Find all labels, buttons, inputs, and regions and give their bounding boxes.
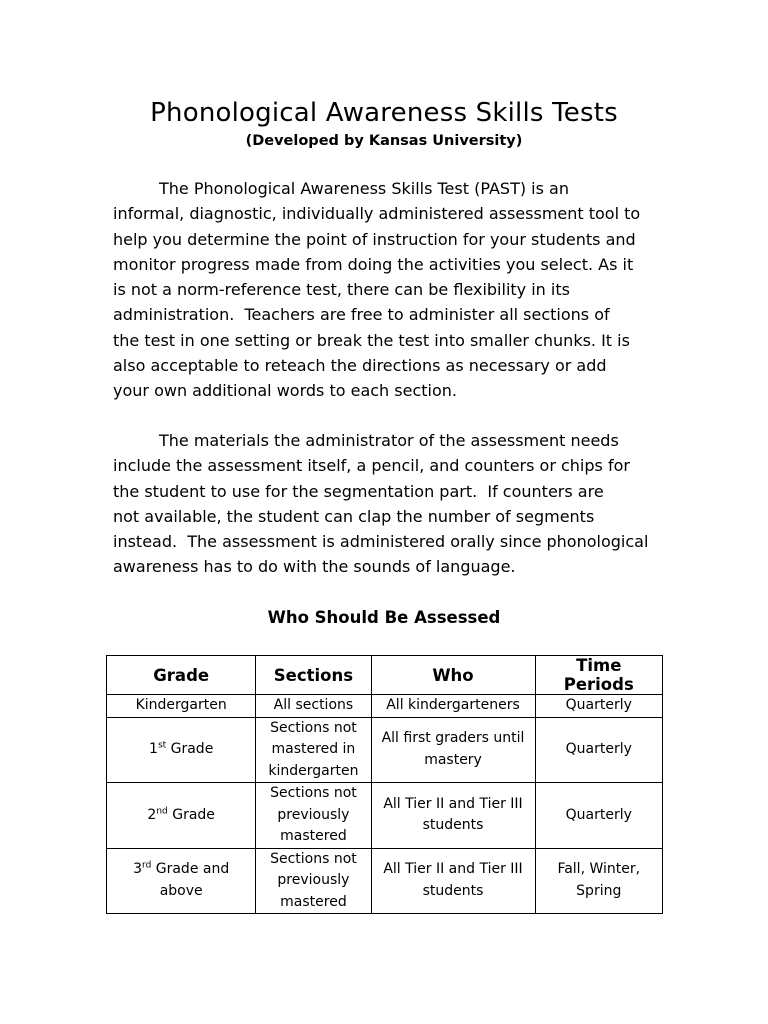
paragraph-line: is not a norm-reference test, there can be flexibility in its xyxy=(113,280,570,300)
sections-cell: Sections not previously mastered xyxy=(256,848,371,914)
header-sections: Sections xyxy=(256,656,371,695)
who-cell: All kindergarteners xyxy=(371,695,535,718)
assessment-table xyxy=(106,655,663,914)
paragraph-line: include the assessment itself, a pencil, and counters or chips for xyxy=(113,456,630,476)
materials-paragraph xyxy=(113,428,668,580)
paragraph-line: not available, the student can clap the number of segments xyxy=(113,506,595,526)
table-header-row xyxy=(107,656,663,695)
paragraph-line: monitor progress made from doing the activities you select. As it xyxy=(113,254,634,274)
table-row xyxy=(107,717,663,783)
paragraph-line: instead. The assessment is administered orally since phonological xyxy=(113,532,649,552)
paragraph-line: the test in one setting or break the test into smaller chunks. It is xyxy=(113,330,630,350)
grade-cell: Kindergarten xyxy=(107,695,256,718)
paragraph-line: administration. Teachers are free to administer all sections of xyxy=(113,305,610,325)
table-row xyxy=(107,848,663,914)
time-cell: Quarterly xyxy=(535,717,662,783)
time-cell: Fall, Winter, Spring xyxy=(535,848,662,914)
paragraph-line: the student to use for the segmentation part. If counters are xyxy=(113,481,604,501)
section-heading: Who Should Be Assessed xyxy=(267,608,501,627)
grade-cell: 1st Grade xyxy=(107,717,256,783)
paragraph-line: informal, diagnostic, individually administered assessment tool to xyxy=(113,204,641,224)
grade-cell: 3rd Grade and above xyxy=(107,848,256,914)
page-subtitle: (Developed by Kansas University) xyxy=(245,133,523,149)
who-cell: All first graders until mastery xyxy=(371,717,535,783)
paragraph-line: also acceptable to reteach the directions as necessary or add xyxy=(113,356,607,376)
paragraph-line: help you determine the point of instruction for your students and xyxy=(113,229,636,249)
grade-cell: 2nd Grade xyxy=(107,783,256,849)
paragraph-line: The materials the administrator of the assessment needs xyxy=(159,431,619,450)
intro-paragraph xyxy=(113,176,668,404)
time-cell: Quarterly xyxy=(535,695,662,718)
who-cell: All Tier II and Tier III students xyxy=(371,783,535,849)
table-row xyxy=(107,695,663,718)
page-title: Phonological Awareness Skills Tests xyxy=(150,98,618,128)
time-cell: Quarterly xyxy=(535,783,662,849)
paragraph-line: awareness has to do with the sounds of language. xyxy=(113,557,516,577)
header-grade: Grade xyxy=(107,656,256,695)
sections-cell: Sections not previously mastered xyxy=(256,783,371,849)
sections-cell: All sections xyxy=(256,695,371,718)
paragraph-line: The Phonological Awareness Skills Test (PAST) is an xyxy=(159,179,569,198)
header-time-periods: Time Periods xyxy=(535,656,662,695)
paragraph-line: your own additional words to each section. xyxy=(113,381,457,401)
who-cell: All Tier II and Tier III students xyxy=(371,848,535,914)
sections-cell: Sections not mastered in kindergarten xyxy=(256,717,371,783)
table-row xyxy=(107,783,663,849)
header-who: Who xyxy=(371,656,535,695)
